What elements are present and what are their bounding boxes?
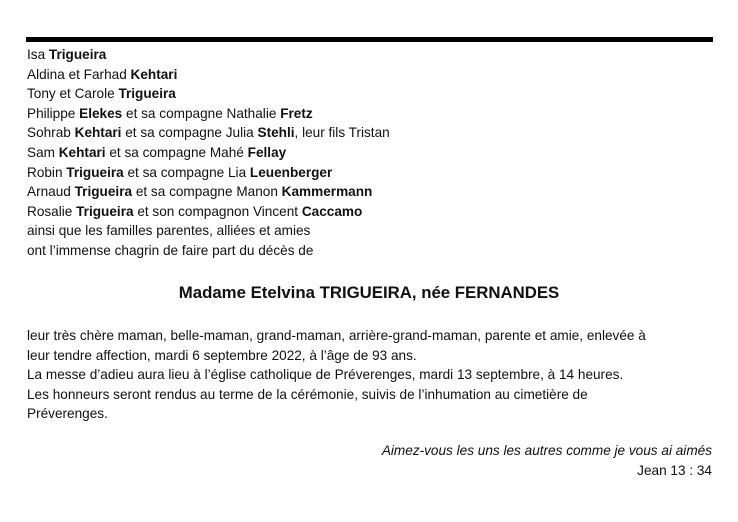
family-text: ainsi que les familles parentes, alliées et amies — [27, 223, 311, 239]
family-surname: Kammermann — [281, 184, 373, 200]
family-surname: Elekes — [79, 105, 123, 121]
notice-line: leur tendre affection, mardi 6 septembre 2022, à l’âge de 93 ans. — [27, 347, 417, 363]
notice-line: Les honneurs seront rendus au terme de la cérémonie, suivis de l’inhumation au cimetière de — [27, 386, 588, 402]
family-line — [27, 143, 390, 163]
family-surname: Stehli — [257, 125, 295, 141]
deceased-name-heading: Madame Etelvina TRIGUEIRA, née FERNANDES — [178, 283, 560, 302]
family-line — [27, 221, 390, 241]
family-text: Rosalie — [27, 203, 77, 219]
family-line — [27, 65, 390, 85]
family-text: Sam — [27, 144, 59, 160]
verse-reference: Jean 13 : 34 — [637, 463, 712, 478]
family-text: Aldina et Farhad — [27, 66, 131, 82]
family-line — [27, 104, 390, 124]
family-surname: Fellay — [247, 144, 287, 160]
family-line — [27, 45, 390, 65]
family-text: Isa — [27, 47, 49, 62]
family-surname: Leuenberger — [249, 164, 333, 180]
family-surname: Caccamo — [301, 203, 363, 219]
top-divider — [26, 37, 713, 42]
family-surname: Trigueira — [74, 184, 133, 200]
family-text: et sa compagne Manon — [132, 184, 282, 200]
family-text: ont l’immense chagrin de faire part du décès de — [27, 242, 314, 258]
family-text: Robin — [27, 164, 67, 180]
family-text: et sa compagne Mahé — [105, 144, 248, 160]
family-line — [27, 123, 390, 143]
family-surname: Fretz — [280, 105, 313, 121]
family-members-list — [27, 45, 390, 261]
notice-body — [27, 326, 717, 424]
family-surname: Kehtari — [130, 66, 178, 82]
verse-quote: Aimez-vous les uns les autres comme je vous ai aimés — [381, 443, 712, 458]
notice-line: La messe d’adieu aura lieu à l’église catholique de Préverenges, mardi 13 septembre, à 14 heures. — [27, 367, 624, 383]
family-surname: Trigueira — [48, 47, 107, 62]
family-line — [27, 182, 390, 202]
bible-verse — [382, 441, 712, 481]
family-text: , leur fils Tristan — [294, 125, 390, 141]
family-surname: Kehtari — [58, 144, 106, 160]
family-text: Philippe — [27, 105, 80, 121]
family-surname: Trigueira — [118, 86, 176, 102]
family-surname: Kehtari — [74, 125, 122, 141]
family-text: et sa compagne Lia — [123, 164, 250, 180]
family-line — [27, 163, 390, 183]
family-surname: Trigueira — [76, 203, 134, 219]
family-surname: Trigueira — [66, 164, 124, 180]
family-text: et sa compagne Nathalie — [122, 105, 281, 121]
family-text: et son compagnon Vincent — [133, 203, 302, 219]
family-text: Tony et Carole — [27, 86, 119, 102]
family-text: Sohrab — [27, 125, 75, 141]
family-line — [27, 84, 390, 104]
family-line — [27, 202, 390, 222]
family-line — [27, 241, 390, 261]
notice-line: Préverenges. — [27, 406, 108, 422]
notice-line: leur très chère maman, belle-maman, grand-maman, arrière-grand-maman, parente et amie, enlevée à — [27, 328, 646, 343]
family-text: et sa compagne Julia — [121, 125, 258, 141]
family-text: Arnaud — [27, 184, 75, 200]
